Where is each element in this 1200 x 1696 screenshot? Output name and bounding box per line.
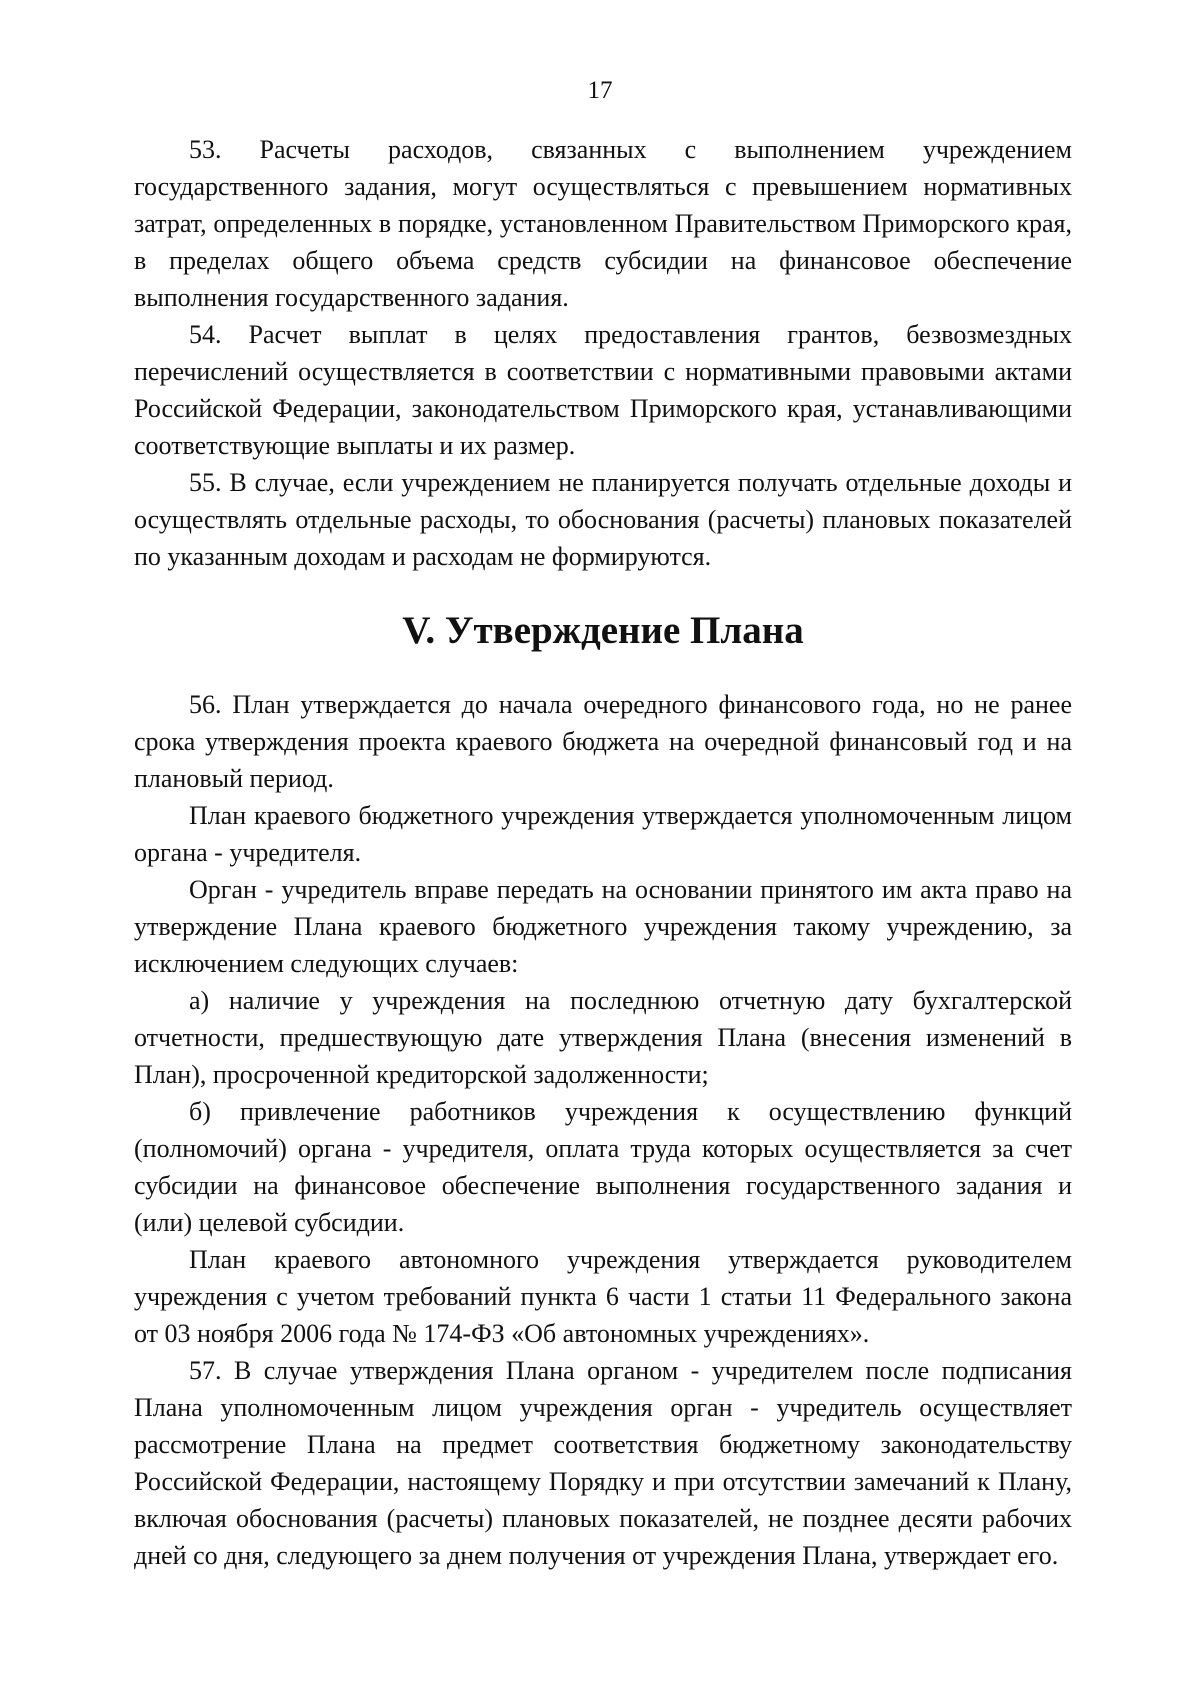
paragraph-57: 57. В случае утверждения Плана органом - учредителем после подписания Плана уполномоченным лицом учреждения орган - учредитель осуществляет рассмотрение Плана на предмет соответствия бюджетному законодательству Российской Федерации, настоящему Порядку и при отсутствии замечаний к Плану, включая обоснования (расчеты) плановых показателей, не позднее десяти рабочих дней со дня, следующего за днем получения от учреждения Плана, утверждает его.	[134, 1356, 1072, 1570]
paragraph-56: 56. План утверждается до начала очередного финансового года, но не ранее срока утверждения проекта краевого бюджета на очередной финансовый год и на плановый период.	[134, 690, 1072, 793]
section-heading: V. Утверждение Плана	[402, 609, 804, 652]
paragraph-budget-institution: План краевого бюджетного учреждения утверждается уполномоченным лицом органа - учредителя.	[134, 801, 1072, 867]
page-number: 17	[587, 77, 613, 104]
paragraph-founder-delegation: Орган - учредитель вправе передать на основании принятого им акта право на утверждение Плана краевого бюджетного учреждения такому учреждению, за исключением следующих случаев:	[134, 875, 1072, 978]
paragraph-exception-b: б) привлечение работников учреждения к осуществлению функций (полномочий) органа - учредителя, оплата труда которых осуществляется за счет субсидии на финансовое обеспечение выполнения государственного задания и (или) целевой субсидии.	[134, 1097, 1072, 1237]
spacer	[134, 649, 1072, 686]
paragraph-53: 53. Расчеты расходов, связанных с выполнением учреждением государственного задания, могут осуществляться с превышением нормативных затрат, определенных в порядке, установленном Правительством Приморского края, в пределах общего объема средств субсидии на финансовое обеспечение выполнения государственного задания.	[134, 135, 1072, 312]
spacer	[134, 575, 1072, 612]
paragraph-autonomous-institution: План краевого автономного учреждения утверждается руководителем учреждения с учетом требований пункта 6 части 1 статьи 11 Федерального закона от 03 ноября 2006 года № 174-ФЗ «Об автономных учреждениях».	[134, 1245, 1072, 1348]
paragraph-exception-a: а) наличие у учреждения на последнюю отчетную дату бухгалтерской отчетности, предшествующую дате утверждения Плана (внесения изменений в План), просроченной кредиторской задолженности;	[134, 986, 1072, 1089]
document-body	[134, 131, 1072, 1574]
paragraph-55: 55. В случае, если учреждением не планируется получать отдельные доходы и осуществлять отдельные расходы, то обоснования (расчеты) плановых показателей по указанным доходам и расходам не формируются.	[134, 468, 1072, 571]
paragraph-54: 54. Расчет выплат в целях предоставления грантов, безвозмездных перечислений осуществляется в соответствии с нормативными правовыми актами Российской Федерации, законодательством Приморского края, устанавливающими соответствующие выплаты и их размер.	[134, 320, 1072, 460]
